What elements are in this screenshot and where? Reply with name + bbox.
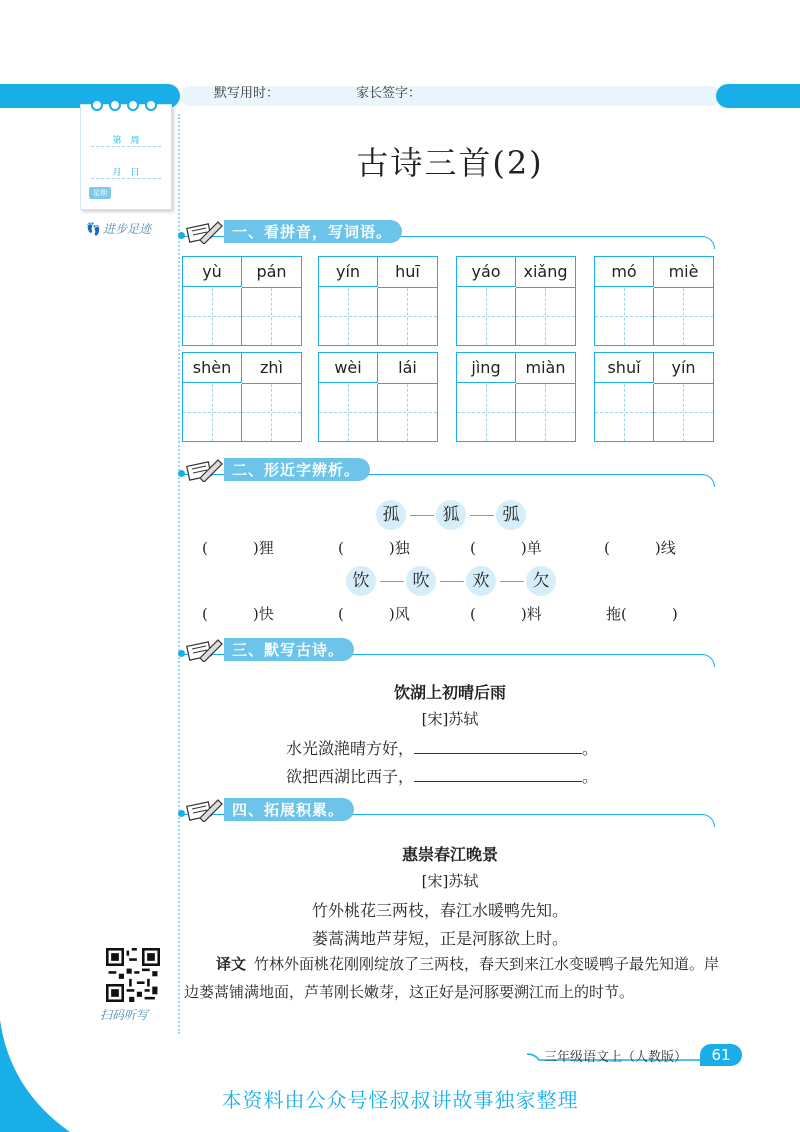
poem-line (286, 736, 598, 759)
guide-line (683, 384, 684, 441)
answer-blank[interactable] (414, 767, 582, 782)
char-dash (380, 581, 404, 582)
calendar-ring-icon (109, 99, 121, 111)
pinyin-label: wèi (319, 353, 378, 383)
translation-label: 译文 (216, 955, 247, 973)
guide-line (348, 384, 349, 441)
dictation-time-label: 默写用时： (214, 86, 280, 101)
character-box[interactable] (378, 288, 437, 345)
guide-line (545, 288, 546, 345)
fill-blank-item[interactable]: 拖( ) (606, 605, 678, 623)
similar-char: 欠 (526, 566, 556, 596)
margin-dotted-line (178, 114, 180, 1034)
fill-blank-item[interactable]: ( )线 (604, 539, 676, 557)
pinyin-label: huī (378, 257, 437, 288)
character-box[interactable] (457, 384, 516, 441)
date-calendar (80, 104, 172, 210)
word-writing-cell[interactable] (318, 352, 438, 442)
pinyin-label: zhì (242, 353, 301, 384)
character-box[interactable] (319, 288, 378, 345)
pencil-icon (186, 218, 224, 244)
guide-line (407, 384, 408, 441)
char-dash (440, 581, 464, 582)
qr-code-icon[interactable] (106, 948, 160, 1002)
similar-char: 吹 (406, 566, 436, 596)
character-box[interactable] (183, 288, 242, 345)
guide-line (271, 384, 272, 441)
pinyin-label: jìng (457, 353, 516, 383)
section-title: 四、拓展积累。 (224, 798, 354, 821)
similar-char: 欢 (466, 566, 496, 596)
section-dot (178, 650, 185, 657)
page-title: 古诗三首(2) (356, 144, 544, 182)
guide-line (407, 288, 408, 345)
guide-line (348, 288, 349, 345)
poem-title: 惠崇春江晚景 (401, 845, 498, 864)
pinyin-label: miàn (516, 353, 575, 384)
calendar-ring-icon (145, 99, 157, 111)
word-writing-cell[interactable] (318, 256, 438, 346)
source-note: 本资料由公众号怪叔叔讲故事独家整理 (221, 1088, 579, 1112)
guide-line (545, 384, 546, 441)
pencil-icon (186, 796, 224, 822)
guide-line (212, 288, 213, 345)
translation-paragraph (184, 950, 724, 1006)
similar-char: 孤 (376, 500, 406, 530)
similar-char: 弧 (496, 500, 526, 530)
section-header-1 (184, 222, 720, 248)
character-box[interactable] (595, 288, 654, 345)
guide-line (624, 288, 625, 345)
character-box[interactable] (457, 288, 516, 345)
pinyin-label: miè (654, 257, 713, 288)
calendar-date: 月 日 (91, 165, 161, 179)
word-writing-cell[interactable] (182, 352, 302, 442)
fill-blank-item[interactable]: ( )狸 (202, 539, 274, 557)
guide-line (486, 288, 487, 345)
character-box[interactable] (242, 384, 301, 441)
character-box[interactable] (654, 288, 713, 345)
parent-signature-label: 家长签字： (356, 86, 422, 101)
poem-line: 蒌蒿满地芦芽短，正是河豚欲上时。 (312, 929, 569, 948)
character-box[interactable] (378, 384, 437, 441)
qr-label: 扫码听写 (100, 1008, 149, 1022)
calendar-weekday: 星期 (89, 187, 111, 199)
poem-line (286, 764, 598, 787)
section-title: 二、形近字辨析。 (224, 458, 370, 481)
section-dot (178, 470, 185, 477)
guide-line (486, 384, 487, 441)
character-box[interactable] (516, 384, 575, 441)
similar-char: 狐 (436, 500, 466, 530)
progress-label: 进步足迹 (102, 222, 151, 236)
header-right-band (716, 84, 800, 108)
fill-blank-item[interactable]: ( )快 (202, 605, 274, 623)
pencil-icon (186, 456, 224, 482)
calendar-ring-icon (91, 99, 103, 111)
pinyin-label: shèn (183, 353, 242, 383)
guide-line (212, 384, 213, 441)
section-header-3 (184, 640, 720, 666)
poem-author: [宋]苏轼 (421, 872, 479, 890)
pinyin-label: yín (319, 257, 378, 287)
poem-author: [宋]苏轼 (421, 710, 479, 728)
pinyin-label: yín (654, 353, 713, 384)
character-box[interactable] (654, 384, 713, 441)
similar-char: 饮 (346, 566, 376, 596)
answer-blank[interactable] (414, 739, 582, 754)
pinyin-label: xiǎng (516, 257, 575, 288)
char-dash (470, 515, 494, 516)
translation-text: 竹林外面桃花刚刚绽放了三两枝，春天到来江水变暖鸭子最先知道。岸边蒌蒿铺满地面，芦苇刚长嫩芽，这正好是河豚要溯江而上的时节。 (184, 955, 720, 1001)
poem-line: 竹外桃花三两枝，春江水暖鸭先知。 (312, 901, 569, 920)
word-writing-cell[interactable] (182, 256, 302, 346)
word-writing-cell[interactable] (456, 352, 576, 442)
word-writing-cell[interactable] (594, 352, 714, 442)
character-box[interactable] (242, 288, 301, 345)
section-header-2 (184, 460, 720, 486)
pinyin-label: yù (183, 257, 242, 287)
pencil-icon (186, 636, 224, 662)
corner-decoration (0, 1020, 70, 1132)
char-dash (410, 515, 434, 516)
progress-footprints (86, 220, 151, 237)
section-title: 三、默写古诗。 (224, 638, 354, 661)
pinyin-label: shuǐ (595, 353, 654, 383)
fill-blank-item[interactable]: ( )料 (470, 605, 542, 623)
poem-line-end: 。 (582, 739, 599, 758)
pinyin-label: pán (242, 257, 301, 288)
poem-line-text: 水光潋滟晴方好， (286, 739, 415, 758)
word-writing-cell[interactable] (594, 256, 714, 346)
calendar-ring-icon (127, 99, 139, 111)
section-title: 一、看拼音，写词语。 (224, 220, 402, 243)
pinyin-label: mó (595, 257, 654, 287)
character-box[interactable] (595, 384, 654, 441)
poem-title: 饮湖上初晴后雨 (393, 683, 506, 702)
word-writing-cell[interactable] (456, 256, 576, 346)
character-box[interactable] (183, 384, 242, 441)
fill-blank-item[interactable]: ( )风 (338, 605, 410, 623)
book-title: 三年级语文上（人教版） (544, 1050, 688, 1065)
section-dot (178, 810, 185, 817)
page-number: 61 (700, 1044, 742, 1066)
footprint-icon: 👣 (86, 222, 101, 236)
pinyin-label: yáo (457, 257, 516, 287)
calendar-week: 第 周 (91, 133, 161, 147)
poem-line-text: 欲把西湖比西子， (286, 767, 415, 786)
section-dot (178, 232, 185, 239)
char-dash (500, 581, 524, 582)
poem-line-end: 。 (582, 767, 599, 786)
pinyin-label: lái (378, 353, 437, 384)
guide-line (271, 288, 272, 345)
character-box[interactable] (319, 384, 378, 441)
fill-blank-item[interactable]: ( )单 (470, 539, 542, 557)
section-header-4 (184, 800, 720, 826)
guide-line (624, 384, 625, 441)
fill-blank-item[interactable]: ( )独 (338, 539, 410, 557)
guide-line (683, 288, 684, 345)
character-box[interactable] (516, 288, 575, 345)
